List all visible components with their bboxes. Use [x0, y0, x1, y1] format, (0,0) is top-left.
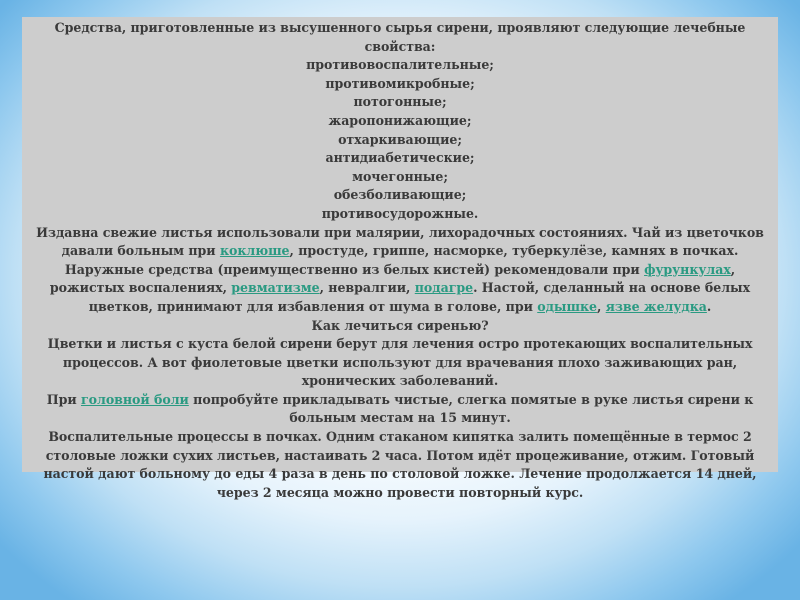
kidney-paragraph: Воспалительные процессы в почках. Одним стаканом кипятка залить помещённые в термос 2 столовые ложки сухих листьев, настаивать 2 часа. Потом идёт процеживание, отжим. Готовый настой дают больному до еды 4 раза в день по столовой ложке. Лечение продолжается 14 дней, через 2 месяца можно провести повторный курс. — [43, 429, 757, 500]
property-item: мочегонные; — [352, 168, 448, 184]
property-item: жаропонижающие; — [328, 112, 472, 128]
link-odyshka[interactable]: одышке — [537, 298, 597, 314]
question-heading: Как лечиться сиренью? — [311, 317, 489, 333]
property-item: антидиабетические; — [325, 150, 475, 166]
history-text: , простуде, гриппе, насморке, туберкулёзе, камнях в почках. Наружные средства (преимущественно из белых кистей) рекомендовали при — [64, 243, 739, 277]
headache-paragraph — [22, 391, 778, 428]
property-item: обезболивающие; — [333, 187, 467, 203]
history-text: , рожистых воспалениях, — [49, 261, 736, 296]
link-yazva-zheludka[interactable]: язве желудка — [605, 298, 707, 314]
property-item: потогонные; — [353, 94, 447, 110]
property-item: отхаркивающие; — [338, 131, 462, 147]
headache-text: При — [46, 391, 81, 407]
history-text: Издавна свежие листья использовали при малярии, лихорадочных состояниях. Чай из цветочков давали больным при — [36, 224, 764, 259]
property-item: противомикробные; — [325, 75, 475, 91]
intro-paragraph: Средства, приготовленные из высушенного сырья сирени, проявляют следующие лечебные свойства: — [54, 20, 746, 54]
link-revmatizm[interactable]: ревматизме — [231, 280, 320, 296]
link-podagra[interactable]: подагре — [414, 280, 474, 296]
link-golovnaya-bol[interactable]: головной боли — [80, 391, 189, 407]
flowers-paragraph: Цветки и листья с куста белой сирени берут для лечения остро протекающих воспалительных процессов. А вот фиолетовые цветки используют для врачевания плохо заживающих ран, хронических заболеваний. — [47, 336, 753, 389]
history-text: . — [706, 298, 712, 314]
link-koklyush[interactable]: коклюше — [219, 243, 290, 259]
property-item: противовоспалительные; — [306, 57, 494, 73]
headache-text: попробуйте прикладывать чистые, слегка помятые в руке листья сирени к больным местам на 15 минут. — [188, 391, 754, 426]
history-text: , невралгии, — [319, 280, 415, 296]
history-text: , — [597, 298, 606, 314]
slide-text — [22, 19, 778, 502]
link-furunkul[interactable]: фурункулах — [644, 261, 731, 277]
history-text: . Настой, сделанный на основе белых цветков, принимают для избавления от шума в голове, при — [88, 280, 751, 314]
property-item: противосудорожные. — [321, 205, 479, 221]
history-paragraph — [22, 224, 778, 317]
